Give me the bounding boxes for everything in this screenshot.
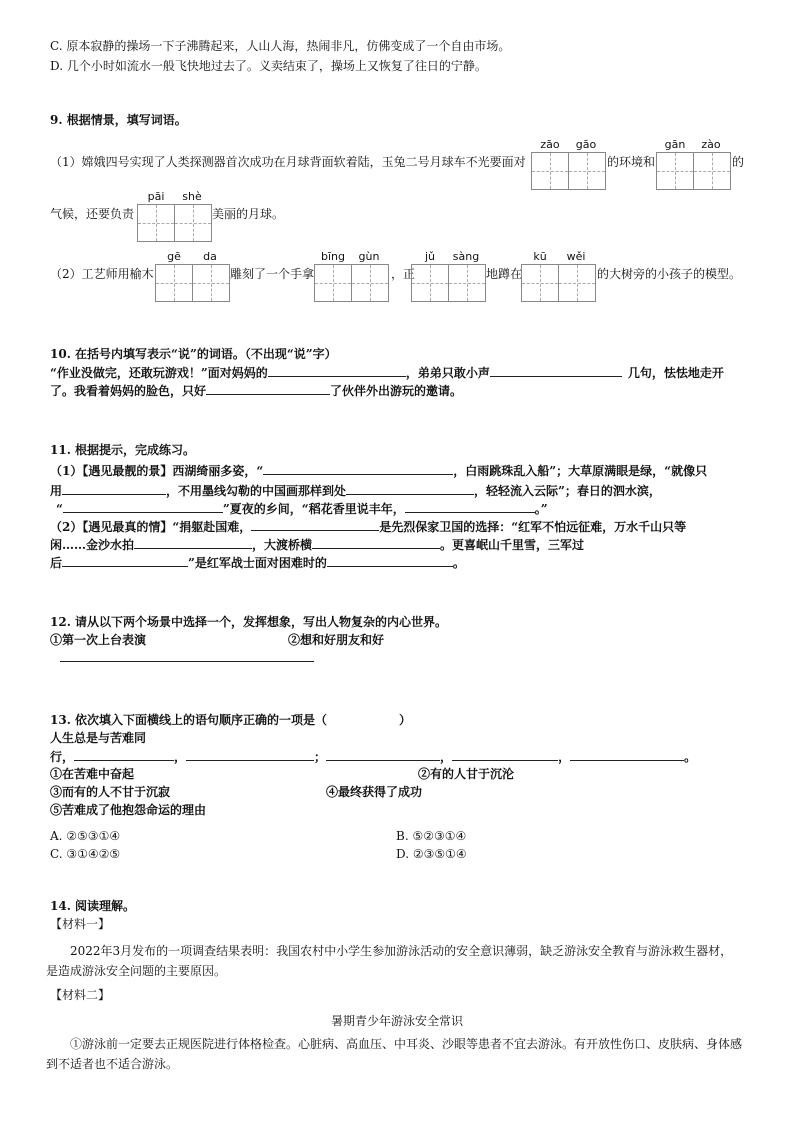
blank[interactable]: [570, 748, 684, 761]
q11-l4-a: （2）【遇见最真的情】“捐躯赴国难，: [50, 520, 252, 534]
pinyin-da: da: [203, 250, 217, 263]
blank[interactable]: [346, 482, 474, 495]
grid-cell[interactable]: [568, 153, 605, 189]
q11-l5-a: 闲……金沙水拍: [50, 538, 135, 552]
q11-l5-c: 。更喜岷山千里雪，三军过: [440, 538, 585, 552]
answer-grid-ju-sang[interactable]: [411, 264, 486, 302]
blank[interactable]: [134, 536, 252, 549]
pinyin-zao: zāo: [540, 138, 560, 151]
blank[interactable]: [206, 382, 330, 395]
blank[interactable]: [326, 748, 440, 761]
q9-s1-text-b: 的环境和: [607, 155, 656, 169]
q13-sentence-3: ③而有的人不甘于沉寂: [50, 785, 171, 799]
q9-s1-text-d: 气候，还要负责: [50, 207, 135, 221]
blank[interactable]: [63, 500, 223, 513]
material-2-heading: 暑期青少年游泳安全常识: [330, 1014, 463, 1028]
q13-end: 。: [684, 750, 697, 764]
pinyin-bing: bīng: [321, 250, 345, 263]
q13-title: 13. 依次填入下面横线上的语句顺序正确的一项是（ ）: [50, 713, 412, 727]
material-2-text: ①游泳前一定要去正规医院进行体格检查。心脏病、高血压、中耳炎、沙眼等患者不宜去游泳。有开放性伤口、皮肤病、身体感到不适者也不适合游泳。: [46, 1037, 743, 1071]
grid-cell[interactable]: [532, 153, 568, 189]
q13-sep: ；: [314, 750, 327, 764]
q13-sep: ，: [558, 750, 571, 764]
q11-l3-b: ”夏夜的乡间，“稻花香里说丰年，: [222, 502, 405, 516]
q9-s2-text-b: 雕刻了一个手拿: [230, 267, 315, 281]
pinyin-zao2: zào: [701, 138, 721, 151]
pinyin-sang: sàng: [452, 250, 480, 263]
q13-option-a[interactable]: A. ②⑤③①④: [50, 829, 121, 843]
q10-l2-b: 了伙伴外出游玩的邀请。: [330, 384, 463, 398]
q11-l1-b: ，白雨跳珠乱入船”；大草原满眼是绿，“就像只: [453, 464, 708, 478]
q13-sentence-2: ②有的人甘于沉沦: [418, 767, 515, 781]
q11-line-5: [50, 536, 584, 553]
q9-s1-text-a: （1）嫦娥四号实现了人类探测器首次成功在月球背面软着陆，玉兔二号月球车不光要面对: [50, 155, 526, 169]
q11-l4-b: 是先烈保家卫国的选择：“红军不怕远征难，万水千山只等: [379, 520, 687, 534]
q9-s2-text-a: （2）工艺师用榆木: [50, 267, 154, 281]
q13-line-2: [50, 748, 696, 765]
q9-s1-text-e: 美丽的月球。: [212, 207, 285, 221]
grid-cell[interactable]: [522, 265, 558, 301]
q13-l2-a: 行，: [50, 750, 75, 764]
q9-title: 9. 根据情景，填写词语。: [50, 113, 187, 127]
material-1-text: 2022年3月发布的一项调查结果表明：我国农村中小学生参加游泳活动的安全意识薄弱，缺乏游泳安全教育与游泳救生器材，是造成游泳安全问题的主要原因。: [46, 944, 733, 978]
grid-cell[interactable]: [138, 205, 174, 241]
q10-l1-c: 几句，怯怯地走开: [627, 366, 724, 380]
answer-grid-pai-she[interactable]: [137, 204, 212, 242]
q12-answer-line[interactable]: [60, 661, 314, 662]
grid-cell[interactable]: [192, 265, 229, 301]
q9-s2-text-d: 地蹲在: [486, 267, 523, 281]
grid-cell[interactable]: [657, 153, 693, 189]
q10-line-1: [50, 364, 724, 381]
q12-option-1[interactable]: ①第一次上台表演: [50, 633, 147, 647]
answer-grid-gan-zao[interactable]: [656, 152, 731, 190]
q11-l6-c: 。: [452, 556, 465, 570]
q11-l3-a: “: [56, 502, 63, 516]
q13-line-1: 人生总是与苦难同: [50, 731, 147, 745]
q10-l2-a: 了。我看着妈妈的脸色，只好: [50, 384, 207, 398]
pinyin-ju: jǔ: [424, 250, 436, 263]
pinyin-gao: gāo: [575, 138, 597, 151]
q11-line-1: [50, 462, 707, 479]
blank[interactable]: [490, 364, 622, 377]
pinyin-ku: kū: [533, 250, 547, 263]
q13-sentence-1: ①在苦难中奋起: [50, 767, 135, 781]
grid-cell[interactable]: [351, 265, 388, 301]
answer-grid-ku-wei[interactable]: [521, 264, 596, 302]
q14-title: 14. 阅读理解。: [50, 899, 136, 913]
q10-title: 10. 在括号内填写表示“说”的词语。（不出现“说”字）: [50, 347, 337, 361]
grid-cell[interactable]: [693, 153, 730, 189]
blank[interactable]: [405, 500, 535, 513]
q11-line-2: [50, 482, 661, 499]
grid-cell[interactable]: [558, 265, 595, 301]
q13-sentence-5: ⑤苦难成了他抱怨命运的理由: [50, 803, 207, 817]
q8-option-d[interactable]: D. 几个小时如流水一般飞快地过去了。义卖结束了，操场上又恢复了往日的宁静。: [50, 59, 487, 73]
answer-grid-zao-gao[interactable]: [531, 152, 606, 190]
q11-line-6: [50, 554, 465, 571]
q10-line-2: [50, 382, 462, 399]
q11-l2-b: ，不用墨线勾勒的中国画那样到处: [166, 484, 347, 498]
blank[interactable]: [312, 536, 440, 549]
blank[interactable]: [251, 518, 379, 531]
q12-title: 12. 请从以下两个场景中选择一个，发挥想象，写出人物复杂的内心世界。: [50, 615, 448, 629]
answer-grid-bing-gun[interactable]: [314, 264, 389, 302]
q10-l1-a: “作业没做完，还敢玩游戏！”面对妈妈的: [50, 366, 268, 380]
blank[interactable]: [452, 748, 558, 761]
blank[interactable]: [62, 554, 188, 567]
q8-option-c[interactable]: C. 原本寂静的操场一下子沸腾起来，人山人海，热闹非凡，仿佛变成了一个自由市场。: [50, 39, 511, 53]
pinyin-gan: gān: [664, 138, 686, 151]
blank[interactable]: [263, 462, 453, 475]
material-2-label: 【材料二】: [50, 988, 111, 1002]
q9-s2-text-c: ，正: [391, 267, 416, 281]
pinyin-she: shè: [182, 190, 202, 203]
q12-option-2[interactable]: ②想和好朋友和好: [288, 633, 385, 647]
grid-cell[interactable]: [412, 265, 448, 301]
q11-l6-b: ”是红军战士面对困难时的: [188, 556, 327, 570]
q9-s2-text-e: 的大树旁的小孩子的模型。: [597, 267, 742, 281]
blank[interactable]: [74, 748, 174, 761]
material-1-label: 【材料一】: [50, 917, 111, 931]
pinyin-pai: pāi: [147, 190, 165, 203]
q11-l3-c: 。”: [534, 502, 548, 516]
blank[interactable]: [268, 364, 406, 377]
q11-l5-b: ，大渡桥横: [252, 538, 313, 552]
grid-cell[interactable]: [174, 205, 211, 241]
pinyin-wei: wěi: [566, 250, 586, 263]
blank[interactable]: [186, 748, 314, 761]
grid-cell[interactable]: [448, 265, 485, 301]
q13-option-d[interactable]: D. ②③⑤①④: [396, 847, 467, 861]
q11-l6-a: 后: [50, 556, 63, 570]
q11-l2-a: 用: [50, 484, 63, 498]
q13-sep: ，: [440, 750, 453, 764]
pinyin-ge: gē: [167, 250, 181, 263]
grid-cell[interactable]: [156, 265, 192, 301]
q10-l1-b: ，弟弟只敢小声: [405, 366, 490, 380]
grid-cell[interactable]: [315, 265, 351, 301]
q13-sep: ，: [174, 750, 187, 764]
q9-s1-text-c: 的: [732, 155, 745, 169]
q11-line-3: [56, 500, 548, 517]
q13-option-c[interactable]: C. ③①④②⑤: [50, 847, 121, 861]
q11-l1-a: （1）【遇见最靓的景】西湖绮丽多姿，“: [50, 464, 264, 478]
q13-option-b[interactable]: B. ⑤②③①④: [396, 829, 467, 843]
pinyin-gun: gùn: [358, 250, 380, 263]
q11-line-4: [50, 518, 686, 535]
q13-sentence-4: ④最终获得了成功: [326, 785, 423, 799]
answer-grid-ge-da[interactable]: [155, 264, 230, 302]
blank[interactable]: [62, 482, 166, 495]
q11-title: 11. 根据提示，完成练习。: [50, 443, 196, 457]
blank[interactable]: [327, 554, 453, 567]
q11-l2-c: ，轻轻流入云际”；春日的泗水滨，: [474, 484, 661, 498]
